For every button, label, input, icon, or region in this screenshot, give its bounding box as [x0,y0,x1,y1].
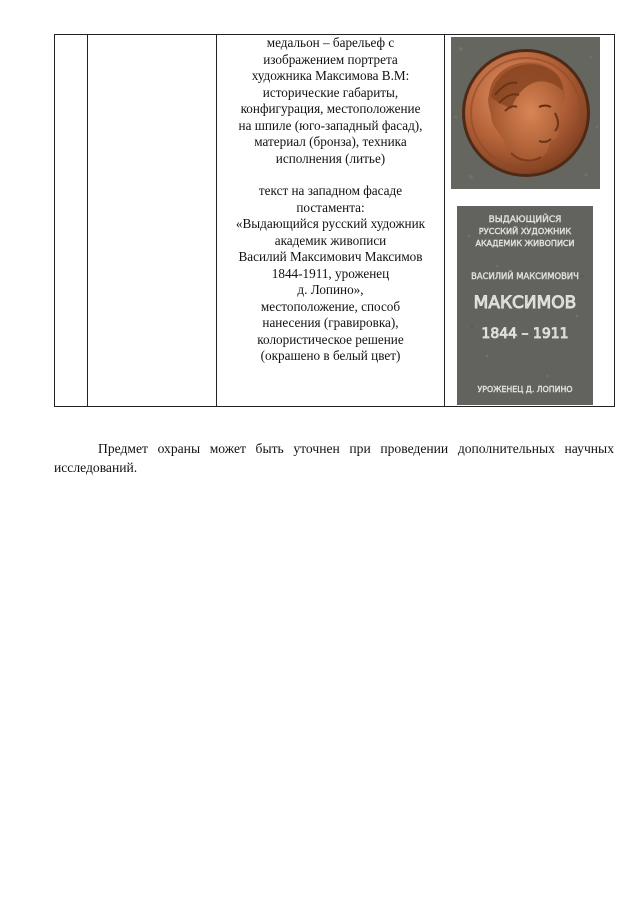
inscription-photo [457,206,593,405]
plaque-line: ВАСИЛИЙ МАКСИМОВИЧ [471,271,579,281]
description-line: художника Максимова В.М: [251,68,410,83]
description-line: изображением портрета [263,51,398,67]
protection-note: Предмет охраны может быть уточнен при проведении дополнительных научных исследований. [54,441,614,475]
description-cell [217,35,445,407]
plaque-line: РУССКИЙ ХУДОЖНИК [478,226,572,236]
description-line: местоположение, способ [260,298,401,314]
description-line: материал (бронза), техника [254,134,407,149]
table-row [55,35,615,407]
description-line: колористическое решение [257,331,404,347]
plaque-line: УРОЖЕНЕЦ Д. ЛОПИНО [477,385,573,394]
description-line: медальон – барельеф с [266,35,395,50]
medallion-description [217,35,444,167]
description-line: текст на западном фасаде [258,183,403,198]
description-line: академик живописи [274,232,387,248]
description-line: исполнения (литье) [275,150,386,166]
protection-subject-table [54,34,615,407]
description-line: (окрашено в белый цвет) [260,348,401,363]
inscription-description [217,183,444,365]
description-line: на шпиле (юго-западный фасад), [238,117,423,133]
description-line: конфигурация, местоположение [240,101,421,116]
description-line: д. Лопино», [297,282,364,297]
row-number-cell [55,35,88,407]
description-line: Василий Максимович Максимов [238,249,423,264]
object-name-cell [88,35,217,407]
description-line: исторические габариты, [262,84,399,100]
description-line: нанесения (гравировка), [262,315,399,330]
description-line: 1844-1911, уроженец [271,265,390,281]
description-line: «Выдающийся русский художник [235,216,426,231]
medallion-photo [451,37,600,189]
photo-cell [445,35,615,407]
description-line: постамента: [296,199,365,215]
plaque-line: 1844 – 1911 [481,326,569,342]
plaque-line: ВЫДАЮЩИЙСЯ [488,215,562,225]
plaque-line: АКАДЕМИК ЖИВОПИСИ [475,239,575,248]
plaque-line: МАКСИМОВ [473,293,577,313]
